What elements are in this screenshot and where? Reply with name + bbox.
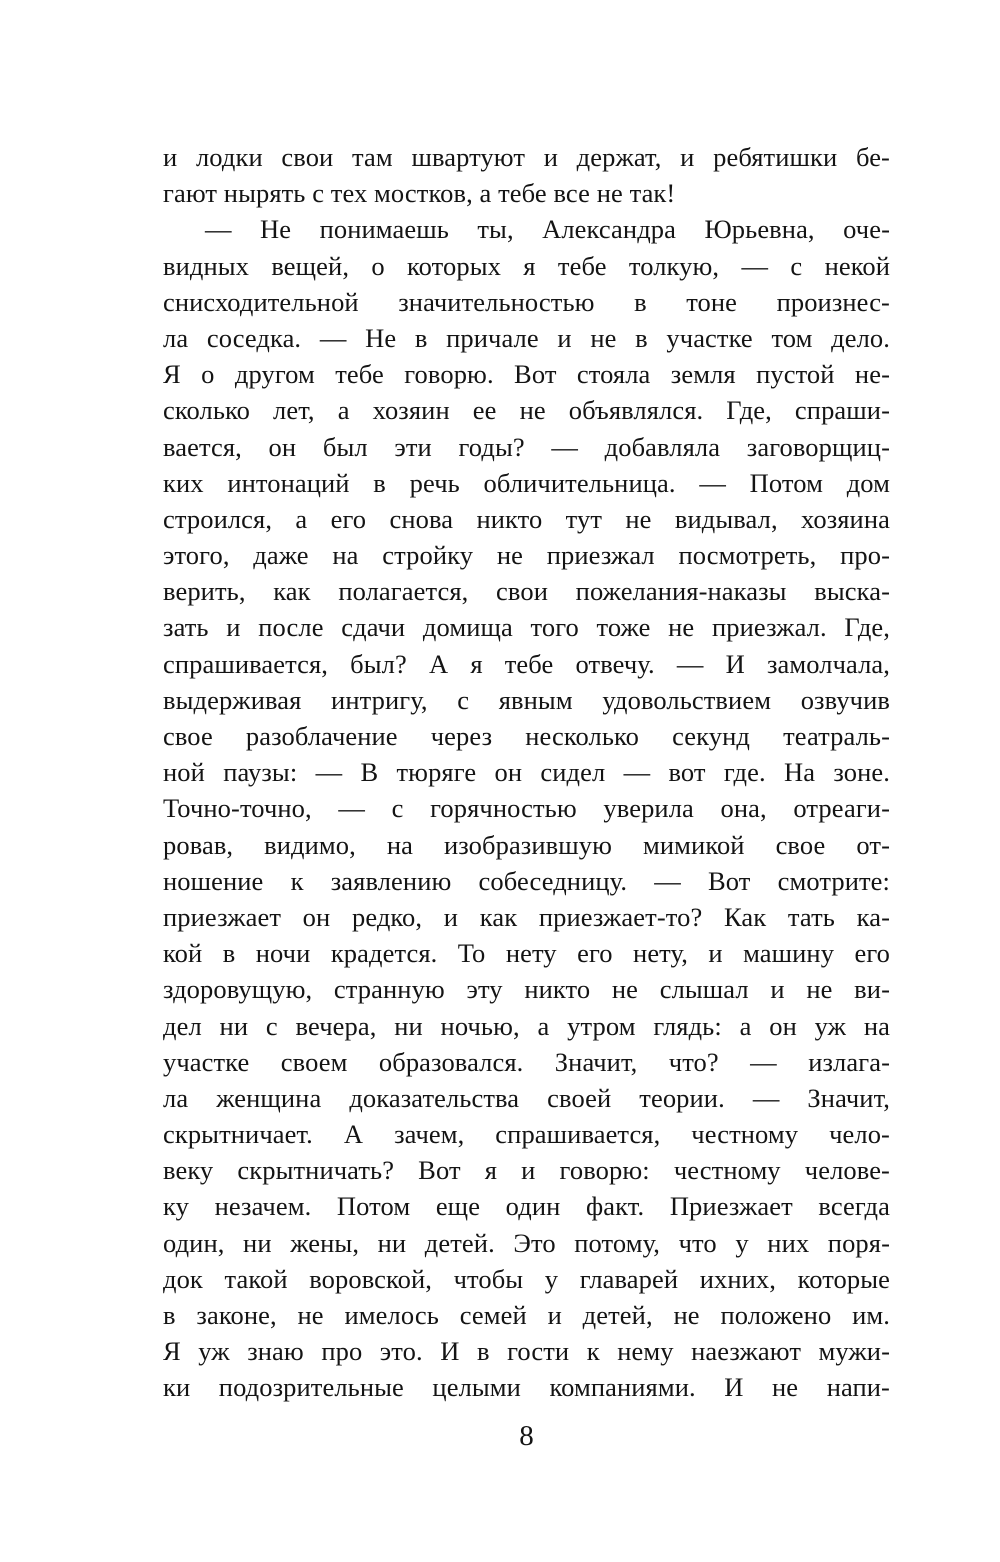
text-line: Точно-точно, — с горячностью уверила она, отреаги- <box>163 793 890 824</box>
text-line: приезжает он редко, и как приезжает-то? Как тать ка- <box>163 901 890 932</box>
text-line: один, ни жены, ни детей. Это потому, что у них поря- <box>163 1227 890 1258</box>
text-line: скрытничает. А зачем, спрашивается, честному чело- <box>163 1119 890 1150</box>
text-line: этого, даже на стройку не приезжал посмотреть, про- <box>163 540 890 571</box>
text-line: кой в ночи крадется. То нету его нету, и машину его <box>163 938 890 969</box>
text-line: ких интонаций в речь обличительница. — Потом дом <box>163 467 890 498</box>
text-line: свое разоблачение через несколько секунд театраль- <box>163 721 890 751</box>
text-line: ла женщина доказательства своей теории. — Значит, <box>163 1082 890 1113</box>
text-line: док такой воровской, чтобы у главарей ихних, которые <box>163 1263 890 1294</box>
text-line: ровав, видимо, на изобразившую мимикой свое от- <box>163 829 890 860</box>
text-line: ки подозрительные целыми компаниями. И не напи- <box>163 1372 890 1403</box>
text-line: в законе, не имелось семей и детей, не положено им. <box>163 1300 890 1330</box>
text-line: дел ни с вечера, ни ночью, а утром глядь: а он уж на <box>163 1010 890 1041</box>
text-line: строился, а его снова никто тут не видывал, хозяина <box>163 503 890 534</box>
text-line: — Не понимаешь ты, Александра Юрьевна, оче- <box>205 214 890 245</box>
text-line: зать и после сдачи домища того тоже не приезжал. Где, <box>163 612 890 643</box>
page-number: 8 <box>519 1420 534 1452</box>
text-line: снисходительной значительностью в тоне произнес- <box>163 286 890 317</box>
text-line: выдерживая интригу, с явным удовольствием озвучив <box>163 684 890 715</box>
text-line: Я о другом тебе говорю. Вот стояла земля пустой не- <box>163 359 890 390</box>
text-line: ла соседка. — Не в причале и не в участке том дело. <box>163 322 890 353</box>
text-line: спрашивается, был? А я тебе отвечу. — И замолчала, <box>163 648 890 679</box>
text-line: участке своем образовался. Значит, что? — излага- <box>163 1046 890 1077</box>
text-line: вается, он был эти годы? — добавляла заговорщиц- <box>163 431 890 462</box>
text-line: ку незачем. Потом еще один факт. Приезжает всегда <box>163 1191 890 1222</box>
text-line: здоровущую, странную эту никто не слышал и не ви- <box>163 974 890 1005</box>
text-line: и лодки свои там швартуют и держат, и ребятишки бе- <box>163 142 890 172</box>
paragraph-continuation <box>163 139 890 211</box>
text-line: сколько лет, а хозяин ее не объявлялся. Где, спраши- <box>163 395 890 426</box>
text-line: гают нырять с тех мостков, а тебе все не так! <box>163 178 676 209</box>
text-line: веку скрытничать? Вот я и говорю: честному челове- <box>163 1155 890 1186</box>
text-line: ной паузы: — В тюряге он сидел — вот где. На зоне. <box>163 757 890 788</box>
body-text <box>163 139 890 1406</box>
paragraph-dialogue <box>163 211 890 1405</box>
text-line: Я уж знаю про это. И в гости к нему наезжают мужи- <box>163 1336 890 1367</box>
text-line: ношение к заявлению собеседницу. — Вот смотрите: <box>163 865 890 896</box>
text-line: верить, как полагается, свои пожелания-наказы выска- <box>163 576 890 607</box>
text-line: видных вещей, о которых я тебе толкую, — с некой <box>163 250 890 281</box>
